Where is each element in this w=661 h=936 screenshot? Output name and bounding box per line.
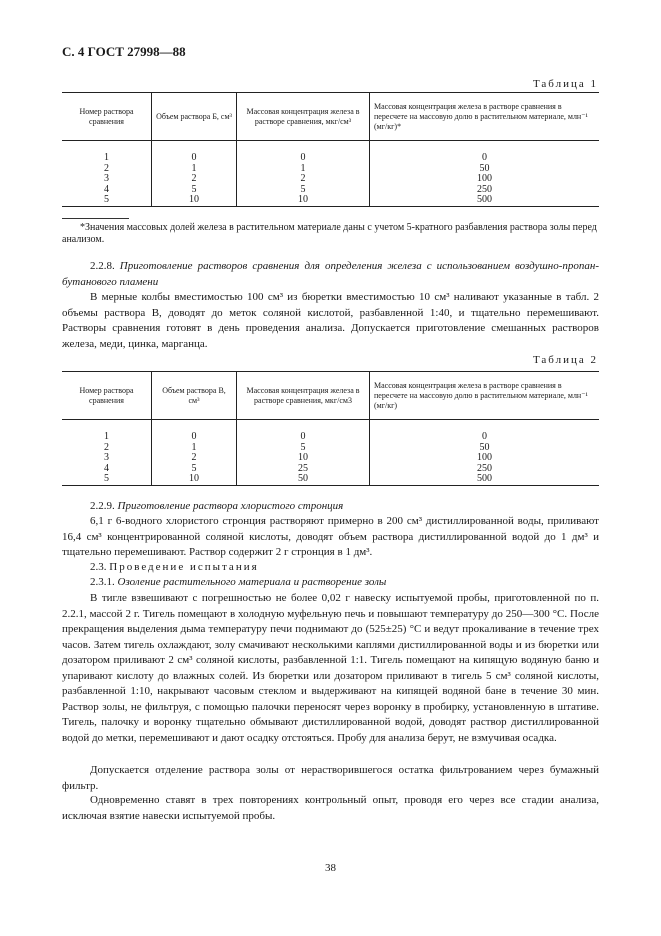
table-cell: 5 <box>152 464 237 475</box>
section-2-2-8-body: В мерные колбы вместимостью 100 см³ из бюретки вместимостью 10 см³ наливают указанные в табл. 2 объемы раствора В, доводят до меток соляной кислотой, разбавленной 1:40, и тщательно перемешивают. Растворы сравнения готовят в день проведения анализа. Допускается приготовление смешанных растворов железа, меди, цинка, марганца. <box>62 291 599 350</box>
section-2-3-heading <box>62 560 599 576</box>
spacer-row <box>62 372 599 420</box>
table-cell: 0 <box>237 432 370 443</box>
table-cell: 10 <box>152 195 237 206</box>
table-cell: 0 <box>370 153 600 164</box>
table-cell: 0 <box>237 153 370 164</box>
table-cell: 25 <box>237 464 370 475</box>
table-row <box>62 443 599 454</box>
table-cell: 5 <box>237 443 370 454</box>
table-cell: 1 <box>152 443 237 454</box>
table-cell: 5 <box>237 185 370 196</box>
section-number: 2.3. <box>90 561 107 573</box>
table-row <box>62 453 599 464</box>
section-2-2-9-heading <box>62 499 599 515</box>
table2-header: Массовая концентрация железа в растворе сравнения в пересчете на массовую долю в растительном материале, млн⁻¹ (мг/кг) <box>370 372 600 420</box>
footnote: *Значения массовых долей железа в растительном материале даны с учетом 5-кратного разбавления раствора золы перед анализом. <box>62 222 597 245</box>
table-cell: 50 <box>237 474 370 485</box>
table-cell: 250 <box>370 185 600 196</box>
section-title: Приготовление раствора хлористого стронция <box>117 500 344 512</box>
section-2-2-9-body: 6,1 г 6-водного хлористого стронция растворяют примерно в 200 см³ дистиллированной воды, приливают 16,4 см³ концентрированной соляной кислоты, доводят объем раствора дистиллированной водой до 1 дм³ и тщательно перемешивают. Раствор содержит 2 г стронция в 1 дм³. <box>62 515 599 558</box>
table-row <box>62 474 599 485</box>
table-cell: 3 <box>104 452 109 464</box>
table-cell: 5 <box>104 473 109 485</box>
section-number: 2.2.8. <box>90 260 115 272</box>
table-cell: 250 <box>370 464 600 475</box>
table-cell: 100 <box>370 453 600 464</box>
table-cell: 4 <box>104 183 109 195</box>
table1 <box>62 92 599 207</box>
table2 <box>62 371 599 486</box>
table1-header: Номер раствора сравнения <box>79 106 134 126</box>
section-2-3-1-heading <box>62 575 599 591</box>
table2-header: Объем раствора В, см³ <box>152 372 237 420</box>
section-title: Проведение испытания <box>109 561 259 573</box>
paragraph-filter: Допускается отделение раствора золы от нерастворившегося остатка фильтрованием через бумажный фильтр. <box>62 764 599 792</box>
table-cell: 2 <box>152 174 237 185</box>
table-row <box>62 185 599 196</box>
table-row <box>62 153 599 164</box>
table-cell: 4 <box>104 462 109 474</box>
table-cell: 0 <box>152 432 237 443</box>
page-header: С. 4 ГОСТ 27998—88 <box>62 44 186 59</box>
table-row <box>62 432 599 443</box>
spacer-row <box>62 93 599 141</box>
table-cell: 10 <box>237 195 370 206</box>
section-title: Приготовление растворов сравнения для определения железа с использованием воздушно-пропан-бутанового пламени <box>62 260 600 288</box>
table1-header: Объем раствора Б, см³ <box>152 93 237 141</box>
section-number: 2.2.9. <box>90 500 115 512</box>
section-2-3-1-body: В тигле взвешивают с погрешностью не более 0,02 г навеску испытуемой пробы, приготовленной по п. 2.2.1, массой 2 г. Тигель помещают в холодную муфельную печь и повышают температуру до 250—300 °С. После прекращения выделения дыма температуру печи поднимают до (525±25) °С и ведут прокаливание в течение трех часов. Затем тигель охлаждают, золу смачивают несколькими каплями дистиллированной воды и из бюретки или дозатором приливают 2 см³ соляной кислоты, разбавленной 1:1. Тигель помещают на кипящую водяную баню и упаривают кислоту до влажных солей. Из бюретки или дозатором приливают в тигель 5 см³ соляной кислоты, разбавленной 1:10, накрывают часовым стеклом и выдерживают на кипящей водяной бане в течение 30 мин. Раствор золы, не фильтруя, с помощью палочки переносят через воронку в пробирку, установленную в штативе. Тигель, палочку и воронку тщательно обмывают дистиллированной водой, доводят раствор дистиллированной водой до метки, перемешивают и дают осадку отстояться. Пробу для анализа берут, не взмучивая осадка. <box>62 592 599 744</box>
table-cell: 10 <box>237 453 370 464</box>
table-cell: 1 <box>152 164 237 175</box>
table-cell: 3 <box>104 173 109 185</box>
table1-header: Массовая концентрация железа в растворе сравнения в пересчете на массовую долю в растительном материале, млн⁻¹ (мг/кг)* <box>370 93 600 141</box>
table-cell: 50 <box>370 164 600 175</box>
table-cell: 2 <box>152 453 237 464</box>
table2-caption: Таблица 2 <box>532 354 598 366</box>
table-cell: 1 <box>104 431 109 442</box>
table1-header: Массовая концентрация железа в растворе сравнения, мкг/см³ <box>237 93 370 141</box>
table2-header: Массовая концентрация железа в растворе сравнения, мкг/см3 <box>237 372 370 420</box>
table-cell: 0 <box>152 153 237 164</box>
table-cell: 100 <box>370 174 600 185</box>
section-number: 2.3.1. <box>90 576 115 588</box>
table-cell: 50 <box>370 443 600 454</box>
table-cell: 0 <box>370 432 600 443</box>
table-row <box>62 464 599 475</box>
table-cell: 500 <box>370 474 600 485</box>
table-cell: 2 <box>104 162 109 174</box>
table-row <box>62 174 599 185</box>
section-title: Озоление растительного материала и растворение золы <box>117 576 387 588</box>
spacer-row <box>62 141 599 154</box>
table2-header: Номер раствора сравнения <box>79 385 134 405</box>
table-cell: 1 <box>237 164 370 175</box>
table-row <box>62 164 599 175</box>
table1-caption: Таблица 1 <box>532 78 598 90</box>
table-cell: 2 <box>104 441 109 453</box>
table-cell: 5 <box>152 185 237 196</box>
paragraph-control: Одновременно ставят в трех повторениях контрольный опыт, проводя его через все стадии анализа, исключая взятие навески испытуемой пробы. <box>62 794 599 822</box>
table-cell: 2 <box>237 174 370 185</box>
table-cell: 10 <box>152 474 237 485</box>
spacer-row <box>62 420 599 433</box>
table-cell: 500 <box>370 195 600 206</box>
table-cell: 5 <box>104 194 109 206</box>
page-number: 38 <box>325 862 336 874</box>
footnote-rule <box>62 218 129 219</box>
table-row <box>62 195 599 206</box>
table-cell: 1 <box>104 152 109 163</box>
section-2-2-8-heading <box>62 259 599 290</box>
